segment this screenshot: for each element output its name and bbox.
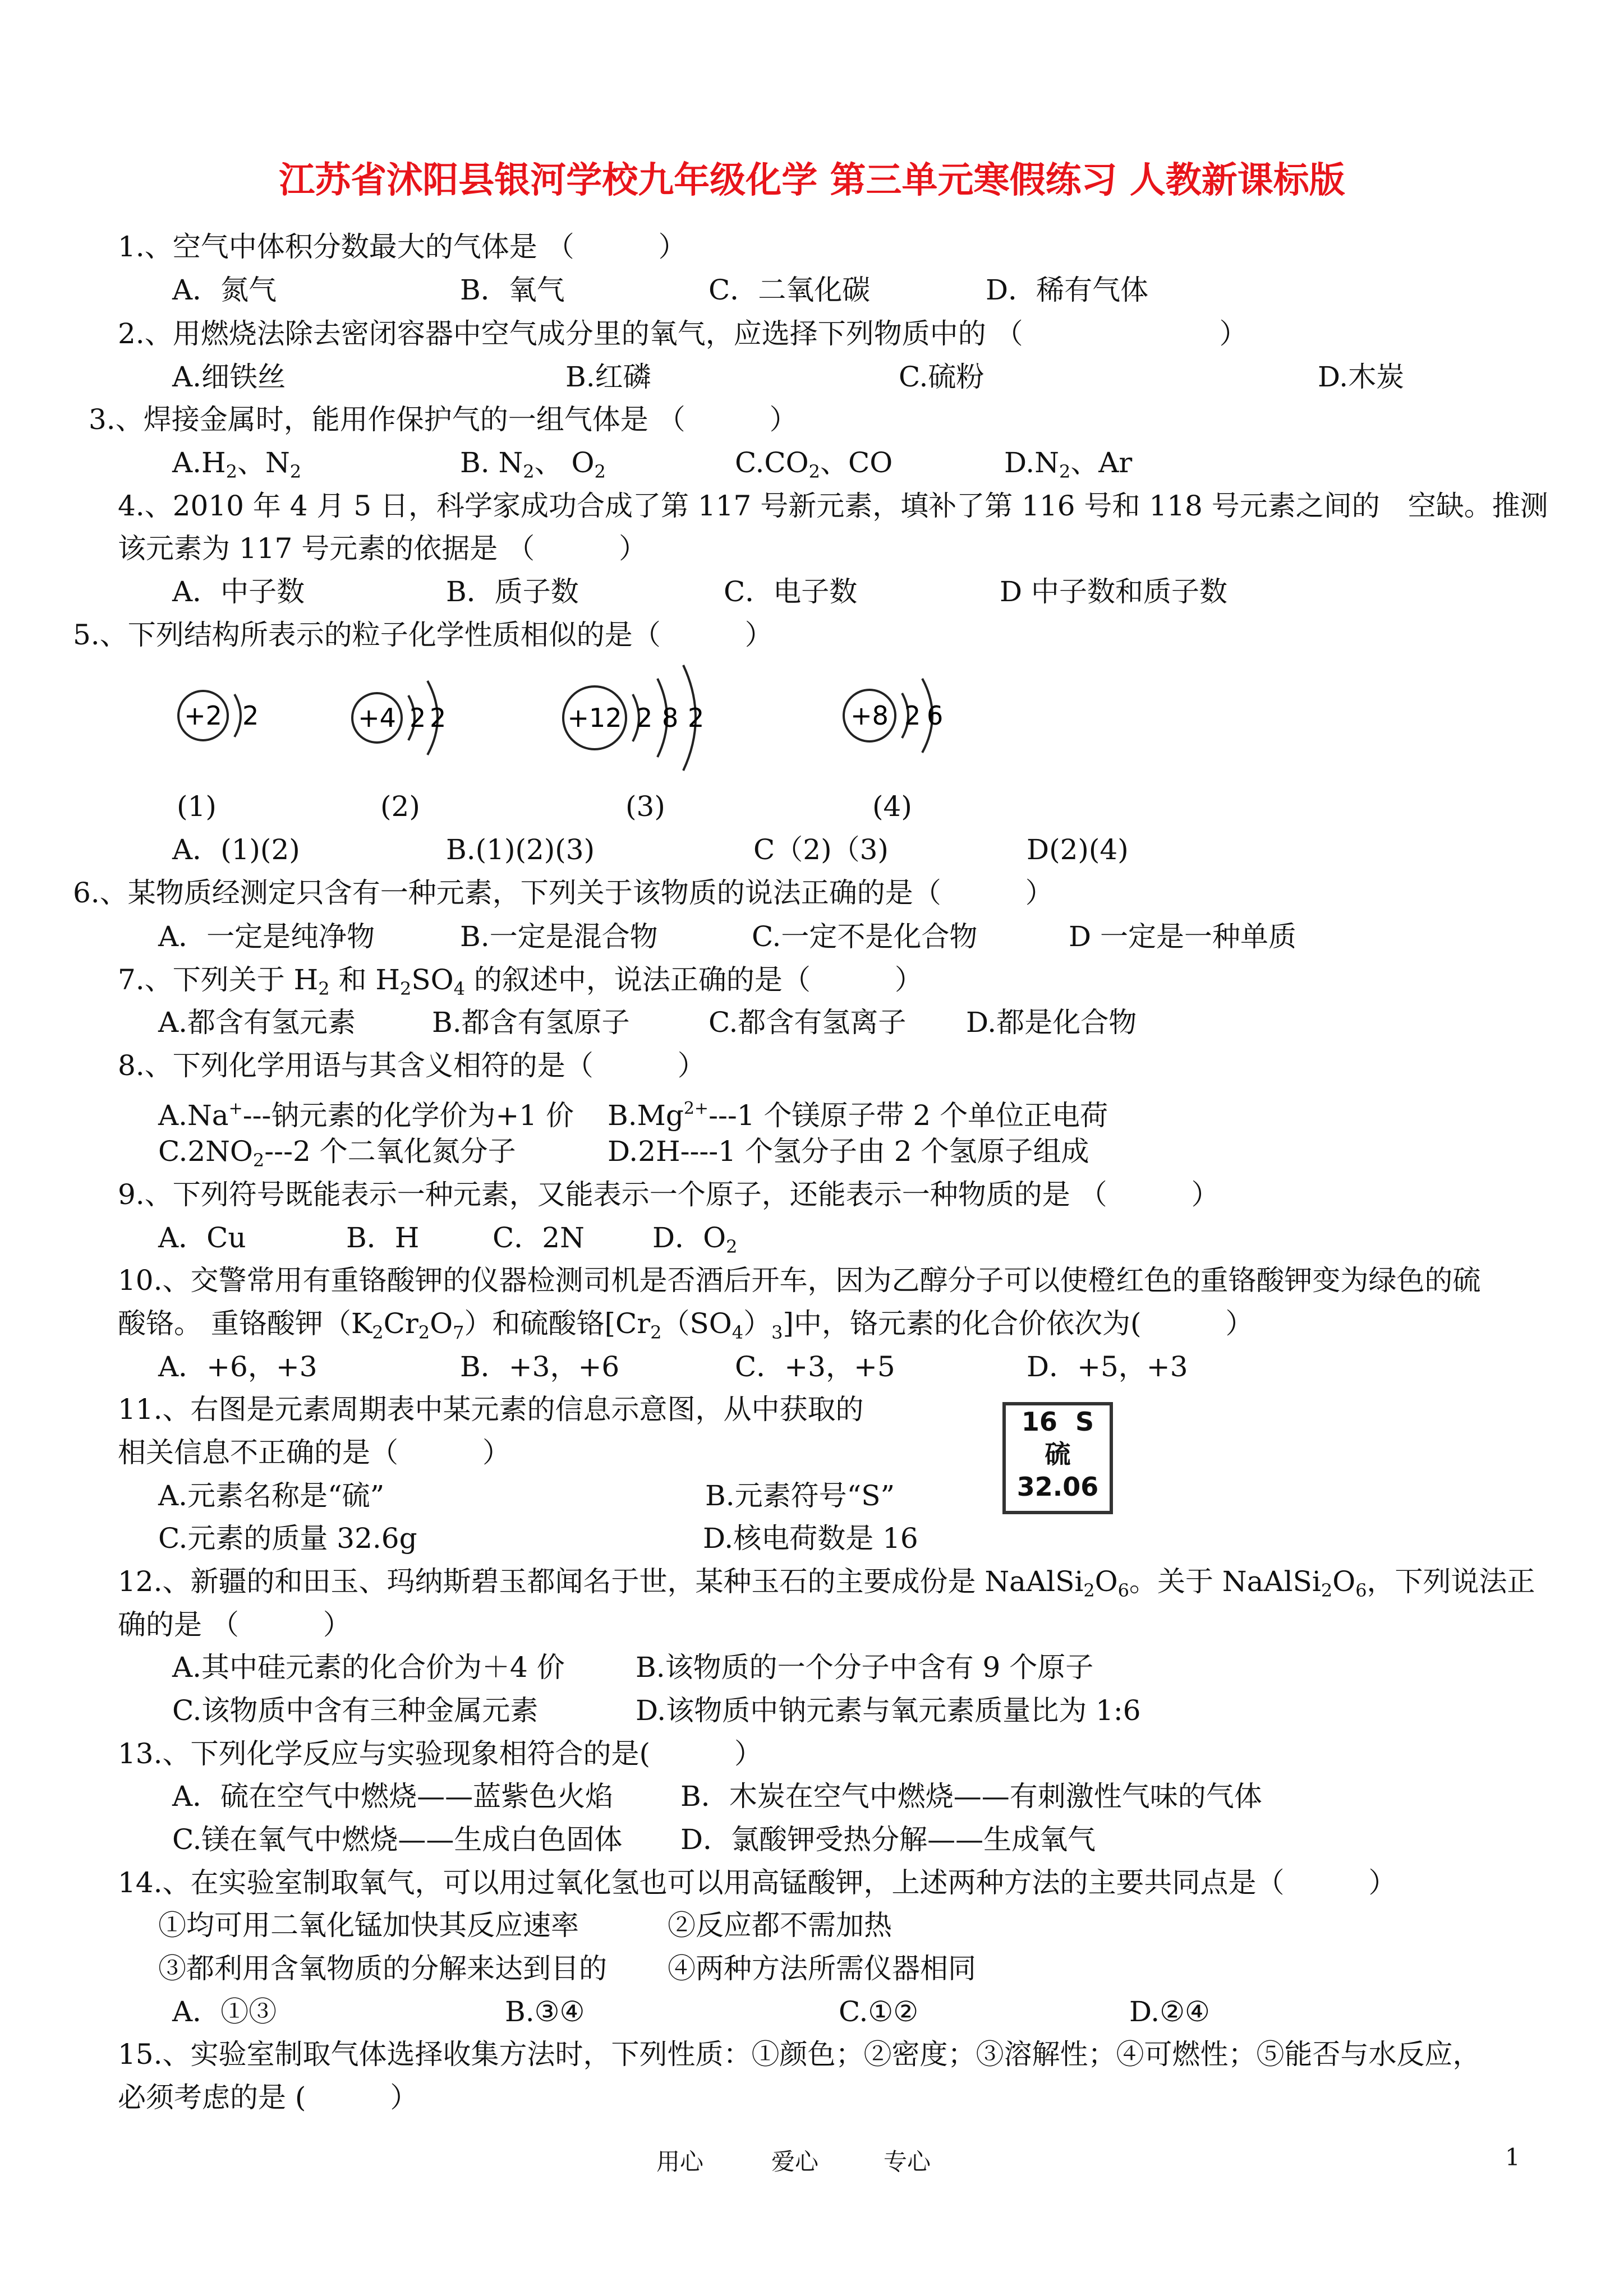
atom-3-label: (3) [625, 790, 665, 823]
atom-4-shell-2: 6 [927, 700, 944, 731]
footer-text-middle: 爱心 [771, 2148, 819, 2175]
q8-option-c: $C.2NO_2---2$ 个二氧化氮分子 [158, 1135, 516, 1171]
q8-option-d: D.2H----1 个氢分子由 2 个氢原子组成 [608, 1135, 1089, 1168]
q9-option-a: A．Cu [158, 1221, 246, 1254]
element-number: 16 [1021, 1407, 1057, 1437]
q7-option-c: C.都含有氢离子 [709, 1006, 907, 1039]
atomic-structure-diagrams [163, 662, 1004, 808]
atom-4-shell-1: 2 [904, 700, 921, 731]
q4-stem-line2: 该元素为 117 号元素的依据是 （ ） [118, 532, 647, 565]
q3-option-c: $C.CO_2$、CO [735, 446, 893, 482]
atom-structure-1 [178, 691, 259, 740]
q15-stem-line1: 15.、实验室制取气体选择收集方法时，下列性质：①颜色；②密度；③溶解性；④可燃性；⑤能否与水反应， [118, 2038, 1481, 2071]
q9-option-d: D．$O_2$ [652, 1221, 738, 1257]
q14-statement-2: ②反应都不需加热 [668, 1909, 892, 1942]
atom-1-label: (1) [177, 790, 217, 823]
q3-option-d: $D.N_2$、Ar [1004, 446, 1133, 482]
q4-stem-line1: 4.、2010 年 4 月 5 日，科学家成功合成了第 117 号新元素，填补了第 116 号和 118 号元素之间的 空缺。推测 [118, 490, 1548, 522]
q4-option-d: D 中子数和质子数 [1000, 575, 1227, 608]
q3-stem: 3.、焊接金属时，能用作保护气的一组气体是 （ ） [89, 403, 798, 436]
atom-2-label: (2) [380, 790, 420, 823]
q3-option-a: $A.H_2$、$N_2$ [172, 446, 302, 482]
q11-stem-line2: 相关信息不正确的是（ ） [118, 1436, 510, 1469]
atom-2-shell-1: 2 [410, 703, 426, 733]
atom-4-label: (4) [872, 790, 912, 823]
page-number: 1 [1505, 2143, 1520, 2171]
q10-option-b: B．+3，+6 [460, 1350, 620, 1383]
q3-option-b: B. $N_2$、 $O_2$ [460, 446, 606, 482]
element-mass: 32.06 [1016, 1472, 1099, 1502]
q14-option-b: B.③④ [505, 1995, 585, 2028]
q6-option-c: C.一定不是化合物 [752, 920, 978, 953]
atom-3-shell-1: 2 [636, 703, 653, 733]
q8-stem: 8.、下列化学用语与其含义相符的是（ ） [118, 1049, 706, 1082]
atom-3-nucleus: +12 [567, 703, 622, 733]
q7-stem: 7.、下列关于 $H_2$ 和 $H_2SO_4$ 的叙述中，说法正确的是（ ） [118, 963, 923, 999]
q2-option-d: D.木炭 [1318, 361, 1405, 393]
q4-option-a: A．中子数 [172, 575, 305, 608]
q6-option-b: B.一定是混合物 [460, 920, 658, 953]
q9-option-b: B．H [346, 1221, 420, 1254]
q5-option-d: D(2)(4) [1027, 833, 1129, 866]
q14-statement-4: ④两种方法所需仪器相同 [668, 1952, 976, 1985]
atom-1-nucleus: +2 [184, 700, 222, 731]
atom-structure-2 [352, 681, 446, 755]
q1-option-d: D．稀有气体 [986, 274, 1149, 306]
q8-option-b: $B.Mg^{2+}---1$ 个镁原子带 2 个单位正电荷 [608, 1099, 1108, 1132]
atom-3-shell-2: 8 [662, 703, 679, 733]
q14-option-a: A．①③ [172, 1995, 277, 2028]
q6-stem: 6.、某物质经测定只含有一种元素，下列关于该物质的说法正确的是（ ） [73, 877, 1053, 909]
element-number-symbol [1006, 1405, 1110, 1438]
q6-option-a: A．一定是纯净物 [158, 920, 375, 953]
q13-option-a: A．硫在空气中燃烧——蓝紫色火焰 [172, 1780, 614, 1813]
q14-option-d: D.②④ [1129, 1995, 1210, 2028]
q14-statement-3: ③都利用含氧物质的分解来达到目的 [158, 1952, 607, 1985]
q14-stem: 14.、在实验室制取氧气，可以用过氧化氢也可以用高锰酸钾，上述两种方法的主要共同点是（ ） [118, 1866, 1397, 1899]
q13-option-d: D．氯酸钾受热分解——生成氧气 [680, 1823, 1096, 1856]
q14-option-c: C.①② [839, 1995, 919, 2028]
q7-option-a: A.都含有氢元素 [158, 1006, 356, 1039]
q1-option-c: C．二氧化碳 [709, 274, 871, 306]
q7-option-d: D.都是化合物 [966, 1006, 1137, 1039]
q9-option-c: C．2N [493, 1221, 585, 1254]
q11-option-d: D.核电荷数是 16 [703, 1522, 918, 1555]
q1-stem: 1.、空气中体积分数最大的气体是 （ ） [118, 230, 687, 263]
q5-option-b: B.(1)(2)(3) [446, 833, 595, 866]
q13-option-c: C.镁在氧气中燃烧——生成白色固体 [172, 1823, 623, 1856]
q12-option-d: D.该物质中钠元素与氧元素质量比为 1:6 [636, 1694, 1141, 1727]
atom-4-nucleus: +8 [850, 700, 889, 731]
q6-option-d: D 一定是一种单质 [1069, 920, 1296, 953]
q12-stem-line2: 确的是 （ ） [118, 1608, 351, 1641]
q5-stem: 5.、下列结构所表示的粒子化学性质相似的是（ ） [73, 619, 773, 651]
q7-option-b: B.都含有氢原子 [432, 1006, 630, 1039]
q10-option-a: A．+6，+3 [158, 1350, 318, 1383]
q10-option-d: D．+5，+3 [1027, 1350, 1188, 1383]
q13-option-b: B．木炭在空气中燃烧——有刺激性气味的气体 [680, 1780, 1262, 1813]
atom-3-shell-3: 2 [688, 703, 705, 733]
atom-structure-3 [563, 665, 704, 771]
q11-option-b: B.元素符号“S” [705, 1479, 895, 1512]
periodic-table-element-card [1002, 1402, 1113, 1514]
q11-option-a: A.元素名称是“硫” [158, 1479, 385, 1512]
q12-option-b: B.该物质的一个分子中含有 9 个原子 [636, 1651, 1094, 1684]
q2-option-b: B.红磷 [565, 361, 651, 393]
q13-stem: 13.、下列化学反应与实验现象相符合的是( ） [118, 1737, 763, 1770]
q2-stem: 2.、用燃烧法除去密闭容器中空气成分里的氧气，应选择下列物质中的 （ ） [118, 317, 1248, 350]
atom-structure-4 [844, 679, 943, 753]
atom-1-shell-1: 2 [242, 700, 259, 731]
q12-stem-line1: 12.、新疆的和田玉、玛纳斯碧玉都闻名于世，某种玉石的主要成份是 $NaAlSi_2O_6$。关于 $NaAlSi_2O_6$，下列说法正 [118, 1565, 1535, 1601]
footer-text-right: 专心 [884, 2148, 931, 2175]
q4-option-c: C．电子数 [724, 575, 858, 608]
element-name: 硫 [1045, 1439, 1071, 1469]
q10-stem-line1: 10.、交警常用有重铬酸钾的仪器检测司机是否酒后开车，因为乙醇分子可以使橙红色的重铬酸钾变为绿色的硫 [118, 1264, 1481, 1297]
q5-option-c: C（2)（3) [753, 833, 889, 866]
q11-stem-line1: 11.、右图是元素周期表中某元素的信息示意图，从中获取的 [118, 1393, 864, 1426]
q12-option-c: C.该物质中含有三种金属元素 [172, 1694, 539, 1727]
document-title: 江苏省沭阳县银河学校九年级化学 第三单元寒假练习 人教新课标版 [279, 160, 1345, 201]
q11-option-c: C.元素的质量 32.6g [158, 1522, 417, 1555]
atom-2-nucleus: +4 [358, 703, 396, 733]
footer-text-left: 用心 [656, 2148, 704, 2175]
q5-option-a: A．(1)(2) [172, 833, 300, 866]
q10-option-c: C．+3，+5 [735, 1350, 895, 1383]
q9-stem: 9.、下列符号既能表示一种元素，又能表示一个原子，还能表示一种物质的是 （ ） [118, 1178, 1220, 1211]
q2-option-a: A.细铁丝 [172, 361, 286, 393]
q15-stem-line2: 必须考虑的是 ( ） [118, 2081, 418, 2114]
atom-2-shell-2: 2 [430, 703, 447, 733]
q14-statement-1: ①均可用二氧化锰加快其反应速率 [158, 1909, 579, 1942]
q12-option-a: A.其中硅元素的化合价为＋4 价 [172, 1651, 565, 1684]
q1-option-b: B．氧气 [460, 274, 565, 306]
q8-option-a: A.Na+---钠元素的化学价为+1 价 [158, 1099, 574, 1132]
element-symbol: S [1075, 1407, 1094, 1437]
q10-stem-line2: 酸铬。 重铬酸钾$(K_2Cr_2O_7)$和硫酸铬$[Cr_2(SO_4)_3]$中，铬元素的化合价依次为( ） [118, 1307, 1254, 1343]
q4-option-b: B．质子数 [446, 575, 579, 608]
q1-option-a: A．氮气 [172, 274, 277, 306]
q2-option-c: C.硫粉 [899, 361, 984, 393]
